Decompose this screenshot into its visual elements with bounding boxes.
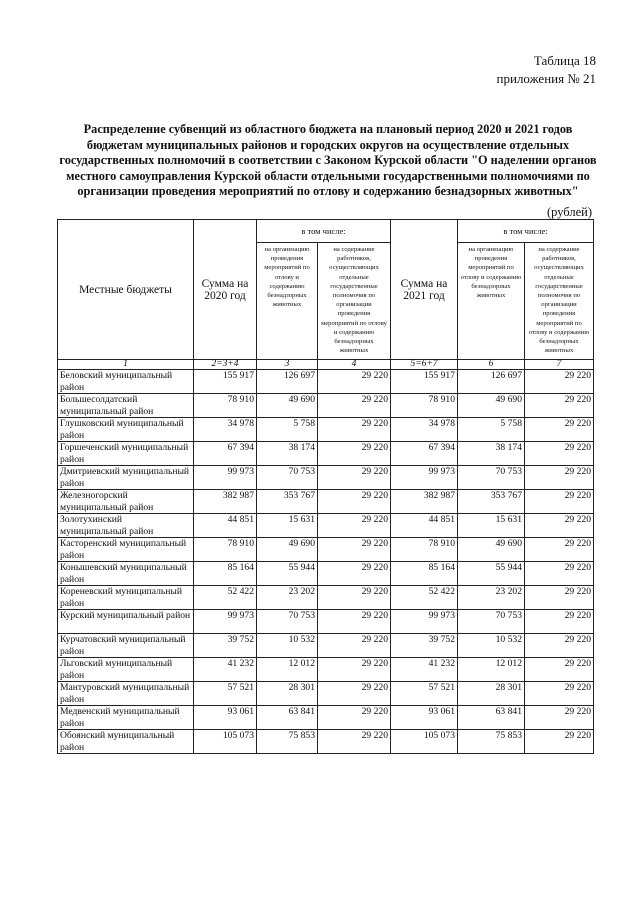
cell-value: 70 753 [458, 466, 525, 490]
cell-value: 29 220 [525, 442, 594, 466]
appendix-reference: приложения № 21 [496, 71, 596, 86]
cell-value: 29 220 [525, 490, 594, 514]
cell-value: 12 012 [458, 658, 525, 682]
cell-value: 29 220 [318, 658, 391, 682]
cell-value: 15 631 [257, 514, 318, 538]
cell-value: 29 220 [525, 682, 594, 706]
cell-value: 34 978 [391, 418, 458, 442]
cell-value: 29 220 [525, 394, 594, 418]
table-row [58, 538, 594, 562]
cell-value: 12 012 [257, 658, 318, 682]
table-row [58, 514, 594, 538]
cell-value: 49 690 [257, 394, 318, 418]
cell-value: 75 853 [458, 730, 525, 754]
cell-value: 39 752 [391, 634, 458, 658]
cell-value: 41 232 [194, 658, 257, 682]
cell-value: 29 220 [318, 730, 391, 754]
cell-value: 85 164 [194, 562, 257, 586]
district-name: Кореневский муниципальный район [58, 586, 194, 610]
district-name: Горшеченский муниципальный район [58, 442, 194, 466]
header-including-2020: в том числе: [257, 220, 391, 243]
units-label: (рублей) [546, 205, 592, 219]
cell-value: 38 174 [257, 442, 318, 466]
cell-value: 57 521 [391, 682, 458, 706]
cell-value: 28 301 [257, 682, 318, 706]
district-name: Курский муниципальный район [58, 610, 194, 634]
cell-value: 29 220 [525, 586, 594, 610]
cell-value: 29 220 [525, 562, 594, 586]
cell-value: 29 220 [525, 634, 594, 658]
cell-value: 55 944 [458, 562, 525, 586]
cell-value: 29 220 [318, 586, 391, 610]
cell-value: 126 697 [257, 370, 318, 394]
cell-value: 67 394 [391, 442, 458, 466]
subventions-table [57, 219, 594, 754]
column-numbers-row [58, 360, 594, 370]
table-caption [497, 52, 596, 88]
table-row [58, 490, 594, 514]
cell-value: 29 220 [318, 682, 391, 706]
cell-value: 29 220 [525, 658, 594, 682]
column-number: 1 [58, 360, 194, 370]
header-staff-2021: на содержание работников, осуществляющих отдельные государственные полномочия по организации проведения мероприятий по отлову и содержанию безнадзорных животных [525, 243, 594, 360]
cell-value: 29 220 [318, 490, 391, 514]
district-name: Золотухинский муниципальный район [58, 514, 194, 538]
table-row [58, 610, 594, 634]
district-name: Курчатовский муниципальный район [58, 634, 194, 658]
header-sum-2021: Сумма на 2021 год [391, 220, 458, 360]
cell-value: 78 910 [391, 538, 458, 562]
table-row [58, 730, 594, 754]
cell-value: 29 220 [318, 394, 391, 418]
cell-value: 29 220 [318, 514, 391, 538]
header-catch-2021: на организацию проведения мероприятий по отлову и содержанию безнадзорных животных [458, 243, 525, 360]
cell-value: 29 220 [318, 634, 391, 658]
district-name: Конышевский муниципальный район [58, 562, 194, 586]
cell-value: 55 944 [257, 562, 318, 586]
table-row [58, 634, 594, 658]
cell-value: 99 973 [391, 610, 458, 634]
cell-value: 39 752 [194, 634, 257, 658]
district-name: Мантуровский муниципальный район [58, 682, 194, 706]
cell-value: 105 073 [391, 730, 458, 754]
district-name: Льговский муниципальный район [58, 658, 194, 682]
column-number: 5=6+7 [391, 360, 458, 370]
cell-value: 29 220 [525, 610, 594, 634]
table-row [58, 706, 594, 730]
cell-value: 78 910 [391, 394, 458, 418]
cell-value: 353 767 [458, 490, 525, 514]
cell-value: 70 753 [257, 466, 318, 490]
district-name: Медвенский муниципальный район [58, 706, 194, 730]
table-row [58, 418, 594, 442]
cell-value: 44 851 [194, 514, 257, 538]
cell-value: 99 973 [194, 466, 257, 490]
cell-value: 29 220 [318, 706, 391, 730]
column-number: 7 [525, 360, 594, 370]
cell-value: 41 232 [391, 658, 458, 682]
cell-value: 38 174 [458, 442, 525, 466]
cell-value: 29 220 [525, 370, 594, 394]
cell-value: 29 220 [525, 514, 594, 538]
cell-value: 49 690 [458, 394, 525, 418]
cell-value: 29 220 [525, 706, 594, 730]
cell-value: 29 220 [525, 730, 594, 754]
column-number: 6 [458, 360, 525, 370]
cell-value: 52 422 [194, 586, 257, 610]
cell-value: 34 978 [194, 418, 257, 442]
header-local-budgets: Местные бюджеты [58, 220, 194, 360]
header-catch-2020: на организацию проведения мероприятий по отлову и содержанию безнадзорных животных [257, 243, 318, 360]
district-name: Беловский муниципальный район [58, 370, 194, 394]
table-row [58, 370, 594, 394]
cell-value: 5 758 [458, 418, 525, 442]
table-row [58, 394, 594, 418]
cell-value: 49 690 [257, 538, 318, 562]
cell-value: 23 202 [458, 586, 525, 610]
table-number: Таблица 18 [533, 53, 596, 68]
header-including-2021: в том числе: [458, 220, 594, 243]
cell-value: 10 532 [458, 634, 525, 658]
column-number: 2=3+4 [194, 360, 257, 370]
cell-value: 67 394 [194, 442, 257, 466]
cell-value: 29 220 [318, 466, 391, 490]
cell-value: 155 917 [194, 370, 257, 394]
column-number: 4 [318, 360, 391, 370]
cell-value: 49 690 [458, 538, 525, 562]
header-sum-2020: Сумма на 2020 год [194, 220, 257, 360]
cell-value: 70 753 [458, 610, 525, 634]
cell-value: 28 301 [458, 682, 525, 706]
cell-value: 15 631 [458, 514, 525, 538]
cell-value: 52 422 [391, 586, 458, 610]
district-name: Дмитриевский муниципальный район [58, 466, 194, 490]
header-staff-2020: на содержание работников, осуществляющих отдельные государственные полномочия по организации проведения мероприятий по отлову и содержанию безнадзорных животных [318, 243, 391, 360]
table-row [58, 658, 594, 682]
cell-value: 29 220 [318, 562, 391, 586]
table-row [58, 562, 594, 586]
district-name: Глушковский муниципальный район [58, 418, 194, 442]
district-name: Касторенский муниципальный район [58, 538, 194, 562]
cell-value: 63 841 [257, 706, 318, 730]
cell-value: 78 910 [194, 538, 257, 562]
district-name: Большесолдатский муниципальный район [58, 394, 194, 418]
cell-value: 10 532 [257, 634, 318, 658]
cell-value: 29 220 [318, 442, 391, 466]
district-name: Железногорский муниципальный район [58, 490, 194, 514]
cell-value: 99 973 [194, 610, 257, 634]
cell-value: 29 220 [525, 418, 594, 442]
cell-value: 353 767 [257, 490, 318, 514]
cell-value: 29 220 [525, 538, 594, 562]
cell-value: 93 061 [194, 706, 257, 730]
cell-value: 75 853 [257, 730, 318, 754]
cell-value: 93 061 [391, 706, 458, 730]
table-row [58, 586, 594, 610]
cell-value: 29 220 [525, 466, 594, 490]
document-title: Распределение субвенций из областного бюджета на плановый период 2020 и 2021 годов бюджетам муниципальных районов и городских округов на осуществление отдельных государственных полномочий в соответствии с Законом Курской области "О наделении органов местного самоуправления Курской области отдельными государственными полномочиями по организации проведения мероприятий по отлову и содержанию безнадзорных животных" [59, 122, 597, 199]
cell-value: 155 917 [391, 370, 458, 394]
cell-value: 99 973 [391, 466, 458, 490]
cell-value: 57 521 [194, 682, 257, 706]
table-row [58, 682, 594, 706]
cell-value: 29 220 [318, 418, 391, 442]
district-name: Обоянский муниципальный район [58, 730, 194, 754]
cell-value: 382 987 [194, 490, 257, 514]
cell-value: 63 841 [458, 706, 525, 730]
cell-value: 29 220 [318, 610, 391, 634]
column-number: 3 [257, 360, 318, 370]
cell-value: 78 910 [194, 394, 257, 418]
table-row [58, 466, 594, 490]
cell-value: 70 753 [257, 610, 318, 634]
cell-value: 23 202 [257, 586, 318, 610]
cell-value: 29 220 [318, 538, 391, 562]
cell-value: 5 758 [257, 418, 318, 442]
cell-value: 44 851 [391, 514, 458, 538]
cell-value: 382 987 [391, 490, 458, 514]
cell-value: 105 073 [194, 730, 257, 754]
table-row [58, 442, 594, 466]
cell-value: 85 164 [391, 562, 458, 586]
cell-value: 29 220 [318, 370, 391, 394]
cell-value: 126 697 [458, 370, 525, 394]
